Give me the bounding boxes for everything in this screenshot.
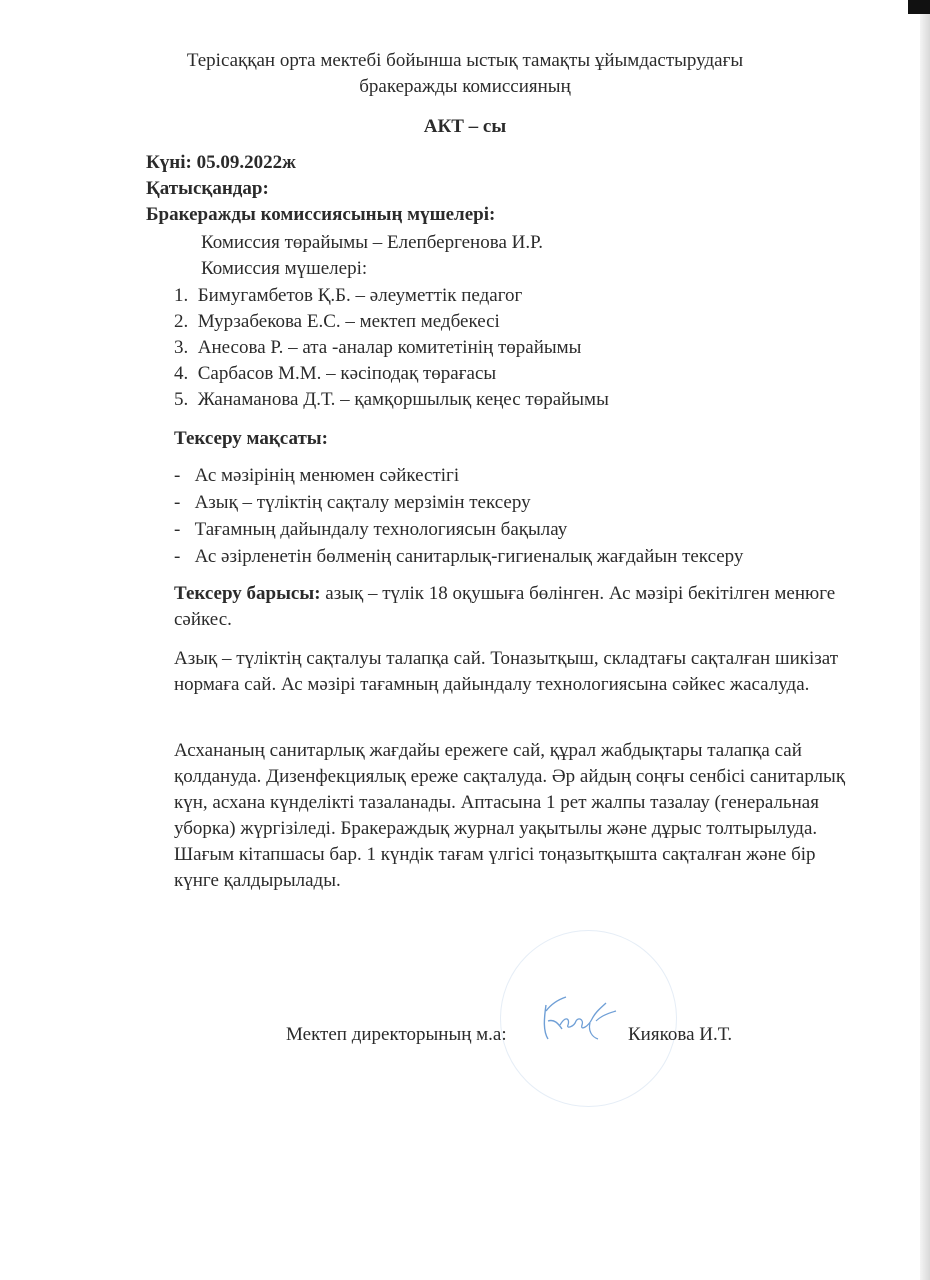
goals-heading: Тексеру мақсаты: bbox=[174, 428, 328, 449]
member-item: 5. Жанаманова Д.Т. – қамқоршылық кеңес төрайымы bbox=[174, 389, 609, 410]
director-label: Мектеп директорының м.а: bbox=[286, 1024, 507, 1045]
goal-item: - Тағамның дайындалу технологиясын бақылау bbox=[174, 519, 568, 540]
goal-item: - Ас мәзірінің менюмен сәйкестігі bbox=[174, 465, 460, 486]
member-item: 3. Анесова Р. – ата -аналар комитетінің төрайымы bbox=[174, 337, 582, 358]
progress-label: Тексеру барысы: bbox=[174, 583, 321, 604]
progress-paragraph bbox=[174, 581, 854, 633]
member-item: 1. Бимугамбетов Қ.Б. – әлеуметтік педагог bbox=[174, 285, 523, 306]
scan-corner bbox=[908, 0, 930, 14]
commission-heading: Бракеражды комиссиясының мүшелері: bbox=[146, 204, 496, 225]
goal-item: - Ас әзірленетін бөлменің санитарлық-гигиеналық жағдайын тексеру bbox=[174, 546, 744, 567]
commission-chair: Комиссия төрайымы – Елепбергенова И.Р. bbox=[201, 232, 544, 253]
sanitary-paragraph: Асхананың санитарлық жағдайы ережеге сай, құрал жабдықтары талапқа сай қолдануда. Дизенфекциялық ереже сақталуда. Әр айдың соңғы сенбісі санитарлық күн, асхана күнделікті тазаланады. Аптасына 1 рет жалпы тазалау (генеральная уборка) жүргізіледі. Бракераждық журнал уақытылы және дұрыс толтырылуда. Шағым кітапшасы бар. 1 күндік тағам үлгісі тоңазытқышта сақталған және бір күнге қалдырылады. bbox=[174, 740, 846, 891]
scan-edge bbox=[920, 0, 930, 1280]
storage-paragraph: Азық – түліктің сақталуы талапқа сай. Тоназытқыш, складтағы сақталған шикізат нормаға сай. Ас мәзірі тағамның дайындалу технологиясына сәйкес жасалуда. bbox=[174, 648, 839, 695]
participants-heading: Қатысқандар: bbox=[146, 178, 269, 199]
members-heading: Комиссия мүшелері: bbox=[201, 258, 368, 279]
handwritten-signature bbox=[540, 985, 620, 1045]
doc-title-line2: бракеражды комиссияның bbox=[359, 76, 571, 97]
signature-drawing bbox=[540, 985, 620, 1045]
act-date: Күні: 05.09.2022ж bbox=[146, 152, 296, 173]
goal-item: - Азық – түліктің сақталу мерзімін тексеру bbox=[174, 492, 531, 513]
doc-title-line1: Терісаққан орта мектебі бойынша ыстық тамақты ұйымдастырудағы bbox=[186, 50, 744, 71]
member-item: 4. Сарбасов М.М. – кәсіподақ төрағасы bbox=[174, 363, 497, 384]
member-item: 2. Мурзабекова Е.С. – мектеп медбекесі bbox=[174, 311, 500, 332]
director-name: Киякова И.Т. bbox=[628, 1024, 733, 1045]
act-title: АКТ – сы bbox=[423, 116, 507, 137]
progress-text: азық – түлік 18 оқушыға бөлінген. Ас мәзірі бекітілген менюге сәйкес. bbox=[174, 583, 836, 630]
